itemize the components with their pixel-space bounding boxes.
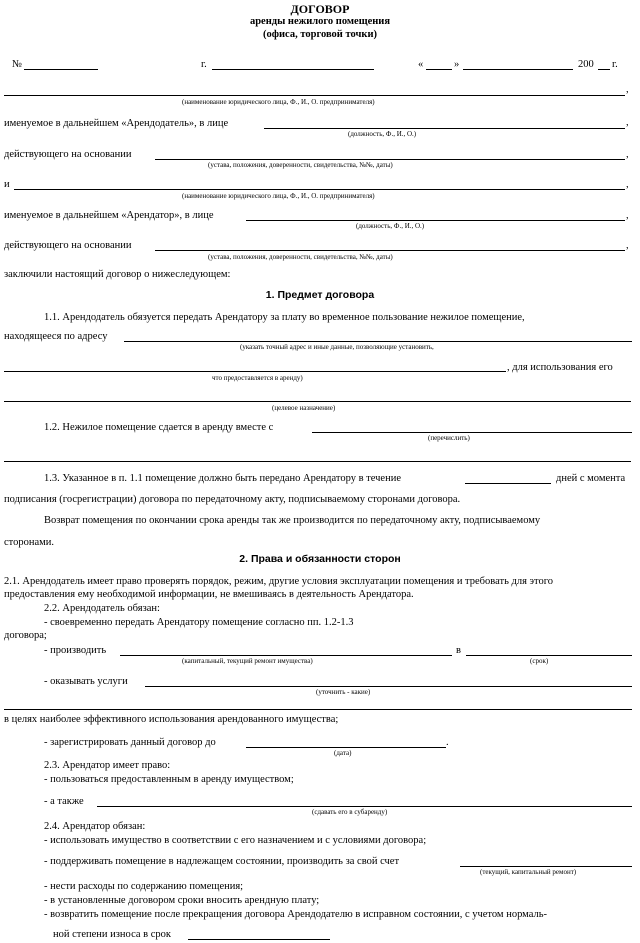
caption-list: (перечислить) [428, 434, 470, 442]
city-field[interactable] [212, 69, 374, 70]
for-use-text: , для использования его [507, 362, 613, 373]
year-label: 200 [578, 59, 594, 70]
acting-basis-text: действующего на основании [4, 240, 132, 251]
year-suffix: г. [612, 59, 618, 70]
purpose-use-text: в целях наиболее эффективного использования арендованного имущества; [4, 714, 339, 725]
address-field[interactable] [124, 341, 632, 342]
clause-2-1: 2.1. Арендодатель имеет право проверять порядок, режим, другие условия эксплуатации помещения и требовать для этого [4, 576, 554, 587]
caption-basis: (устава, положения, доверенности, свидетельства, №№, даты) [208, 253, 393, 261]
comma: , [626, 210, 629, 221]
clause-2-4: 2.4. Арендатор обязан: [44, 821, 146, 832]
in-text: в [456, 645, 461, 656]
comma: , [626, 84, 629, 95]
date-quote-close: » [454, 59, 460, 70]
services-field-2[interactable] [4, 709, 632, 710]
clause-1-3-cont: подписания (госрегистрации) договора по передаточному акту, подписываемому сторонами договора. [4, 494, 461, 505]
acting-basis-text: действующего на основании [4, 149, 132, 160]
obligation-transfer: - своевременно передать Арендатору помещение согласно пп. 1.2-1.3 [44, 617, 354, 628]
comma: , [626, 240, 629, 251]
right-also: - а также [44, 796, 84, 807]
duty-maintain: - поддерживать помещение в надлежащем состоянии, производить за свой счет [44, 856, 400, 867]
maintenance-repair-field[interactable] [460, 866, 632, 867]
included-items-field-2[interactable] [4, 461, 631, 462]
landlord-basis-field[interactable] [155, 159, 625, 160]
document-subtitle-2: (офиса, торговой точки) [263, 29, 377, 40]
duty-use-purpose: - использовать имущество в соответствии с его назначением и с условиями договора; [44, 835, 427, 846]
comma: , [626, 149, 629, 160]
right-use: - пользоваться предоставленным в аренду имуществом; [44, 774, 294, 785]
duty-costs: - нести расходы по содержанию помещения; [44, 881, 244, 892]
days-from-text: дней с момента [556, 473, 626, 484]
repair-term-field[interactable] [466, 655, 632, 656]
services-field[interactable] [145, 686, 632, 687]
document-title: ДОГОВОР [290, 2, 350, 16]
caption-basis: (устава, положения, доверенности, свидетельства, №№, даты) [208, 161, 393, 169]
caption-repair: (капитальный, текущий ремонт имущества) [182, 657, 313, 665]
caption-repair-2: (текущий, капитальный ремонт) [480, 868, 577, 876]
caption-legal-name: (наименование юридического лица, Ф., И., О. предпринимателя) [182, 98, 375, 106]
caption-purpose: (целевое назначение) [272, 404, 336, 412]
landlord-name-field[interactable] [4, 95, 625, 96]
comma: , [626, 179, 629, 190]
tenant-basis-field[interactable] [155, 250, 625, 251]
named-tenant-text: именуемое в дальнейшем «Арендатор», в лице [4, 210, 214, 221]
duty-rent: - в установленные договором сроки вносить арендную плату; [44, 895, 320, 906]
clause-1-3: 1.3. Указанное в п. 1.1 помещение должно быть передано Арендатору в течение [44, 473, 401, 484]
section-1-heading: 1. Предмет договора [265, 289, 375, 301]
caption-exact-address: (указать точный адрес и иные данные, позволяющие установить, [240, 343, 434, 351]
named-landlord-text: именуемое в дальнейшем «Арендодатель», в лице [4, 118, 229, 129]
caption-specify: (уточнить - какие) [316, 688, 371, 696]
caption-position: (должность, Ф., И., О.) [348, 130, 417, 138]
section-2-heading: 2. Права и обязанности сторон [239, 553, 401, 565]
registration-date-field[interactable] [246, 747, 446, 748]
additional-rights-field[interactable] [97, 806, 632, 807]
caption-term: (срок) [530, 657, 549, 665]
caption-identify: что предоставляется в аренду) [212, 374, 303, 382]
included-items-field[interactable] [312, 432, 632, 433]
obligation-register: - зарегистрировать данный договор до [44, 737, 216, 748]
return-clause: Возврат помещения по окончании срока аренды так же производится по передаточному акту, подписываемому [44, 515, 541, 526]
transfer-days-field[interactable] [465, 483, 551, 484]
obligation-perform: - производить [44, 645, 107, 656]
caption-date: (дата) [334, 749, 352, 757]
document-subtitle: аренды нежилого помещения [249, 16, 391, 27]
return-clause-cont: сторонами. [4, 537, 55, 548]
comma: , [626, 117, 629, 128]
caption-position: (должность, Ф., И., О.) [356, 222, 425, 230]
number-label: № [12, 59, 23, 70]
duty-return: - возвратить помещение после прекращения договора Арендодателю в исправном состоянии, с учетом нормаль- [44, 909, 548, 920]
clause-2-1-cont: предоставления ему необходимой информации, не вмешиваясь в деятельность Арендатора. [4, 589, 414, 600]
month-field[interactable] [463, 69, 573, 70]
dot: . [446, 737, 449, 748]
purpose-field[interactable] [4, 401, 631, 402]
and-text: и [4, 179, 10, 190]
return-term-field[interactable] [188, 939, 330, 940]
obligation-services: - оказывать услуги [44, 676, 128, 687]
date-quote-open: « [418, 59, 424, 70]
day-field[interactable] [426, 69, 452, 70]
repair-type-field[interactable] [120, 655, 452, 656]
contract-number-field[interactable] [24, 69, 98, 70]
clause-2-2: 2.2. Арендодатель обязан: [44, 603, 160, 614]
located-text: находящееся по адресу [4, 331, 108, 342]
tenant-name-field[interactable] [14, 189, 625, 190]
caption-legal-name: (наименование юридического лица, Ф., И., О. предпринимателя) [182, 192, 375, 200]
caption-sublet: (сдавать его в субаренду) [312, 808, 388, 816]
landlord-representative-field[interactable] [264, 128, 625, 129]
duty-return-cont: ной степени износа в срок [53, 929, 171, 940]
tenant-representative-field[interactable] [246, 220, 625, 221]
obligation-transfer-cont: договора; [4, 630, 47, 641]
clause-1-1: 1.1. Арендодатель обязуется передать Арендатору за плату во временное пользование нежилое помещение, [44, 312, 525, 323]
year-field[interactable] [598, 69, 610, 70]
clause-2-3: 2.3. Арендатор имеет право: [44, 760, 171, 771]
premises-details-field[interactable] [4, 371, 506, 372]
clause-1-2: 1.2. Нежилое помещение сдается в аренду вместе с [44, 422, 274, 433]
city-label: г. [201, 59, 207, 70]
concluded-text: заключили настоящий договор о нижеследующем: [4, 269, 231, 280]
